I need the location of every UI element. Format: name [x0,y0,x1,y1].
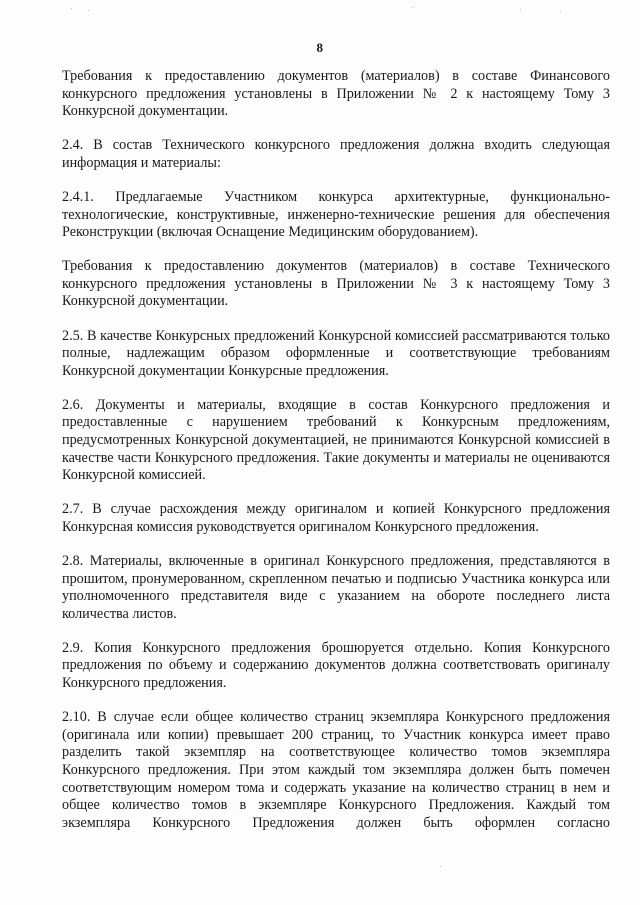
scan-speck [412,7,413,8]
scan-speck [520,9,521,10]
paragraph: 2.6. Документы и материалы, входящие в состав Конкурсного предложения и предоставленные с нарушением требований к Конкурсным предложениям, предусмотренных Конкурсной документацией, не принимаются Конкурсной комиссией в качестве части Конкурсного предложения. Такие документы и материалы не оцениваются Конкурсной комиссией. [62,396,610,484]
paragraph: 2.4. В состав Технического конкурсного предложения должна входить следующая информация и материалы: [62,137,610,171]
scan-speck [71,8,72,9]
scan-speck [560,11,561,12]
paragraph: 2.4.1. Предлагаемые Участником конкурса архитектурные, функционально-технологические, конструктивные, инженерно-технические решения для обеспечения Реконструкции (включая Оснащение Медицинским оборудованием). [62,188,610,241]
page-number: 8 [316,40,324,55]
paragraph: Требования к предоставлению документов (материалов) в составе Технического конкурсного предложения установлены в Приложении № 3 к настоящему Тому 3 Конкурсной документации. [62,258,610,310]
paragraph: 2.9. Копия Конкурсного предложения брошюруется отдельно. Копия Конкурсного предложения по объему и содержанию документов должна соответствовать оригиналу Конкурсного предложения. [62,639,610,692]
paragraph: 2.7. В случае расхождения между оригиналом и копией Конкурсного предложения Конкурсная комиссия руководствуется оригиналом Конкурсного предложения. [62,501,610,535]
document-body [62,68,610,849]
paragraph: Требования к предоставлению документов (материалов) в составе Финансового конкурсного предложения установлены в Приложении № 2 к настоящему Тому 3 Конкурсной документации. [62,68,610,120]
paragraph: 2.5. В качестве Конкурсных предложений Конкурсной комиссией рассматриваются только полные, надлежащим образом оформленные и соответствующие требованиям Конкурсной документации Конкурсные предложения. [62,327,610,379]
scan-speck [88,10,89,11]
scan-speck [440,866,441,867]
paragraph: 2.10. В случае если общее количество страниц экземпляра Конкурсного предложения (оригинала или копии) превышает 200 страниц, то Участник конкурса имеет право разделить такой экземпляр на соответствующее количество томов экземпляра Конкурсного предложения. При этом каждый том экземпляра должен быть помечен соответствующим номером тома и содержать указание на количество страниц в нем и общее количество томов в экземпляре Конкурсного Предложения. Каждый том экземпляра Конкурсного Предложения должен быть оформлен согласно [62,709,610,831]
paragraph: 2.8. Материалы, включенные в оригинал Конкурсного предложения, представляются в прошитом, пронумерованном, скрепленном печатью и подписью Участника конкурса или уполномоченного представителя виде с указанием на обороте последнего листа количества листов. [62,552,610,622]
